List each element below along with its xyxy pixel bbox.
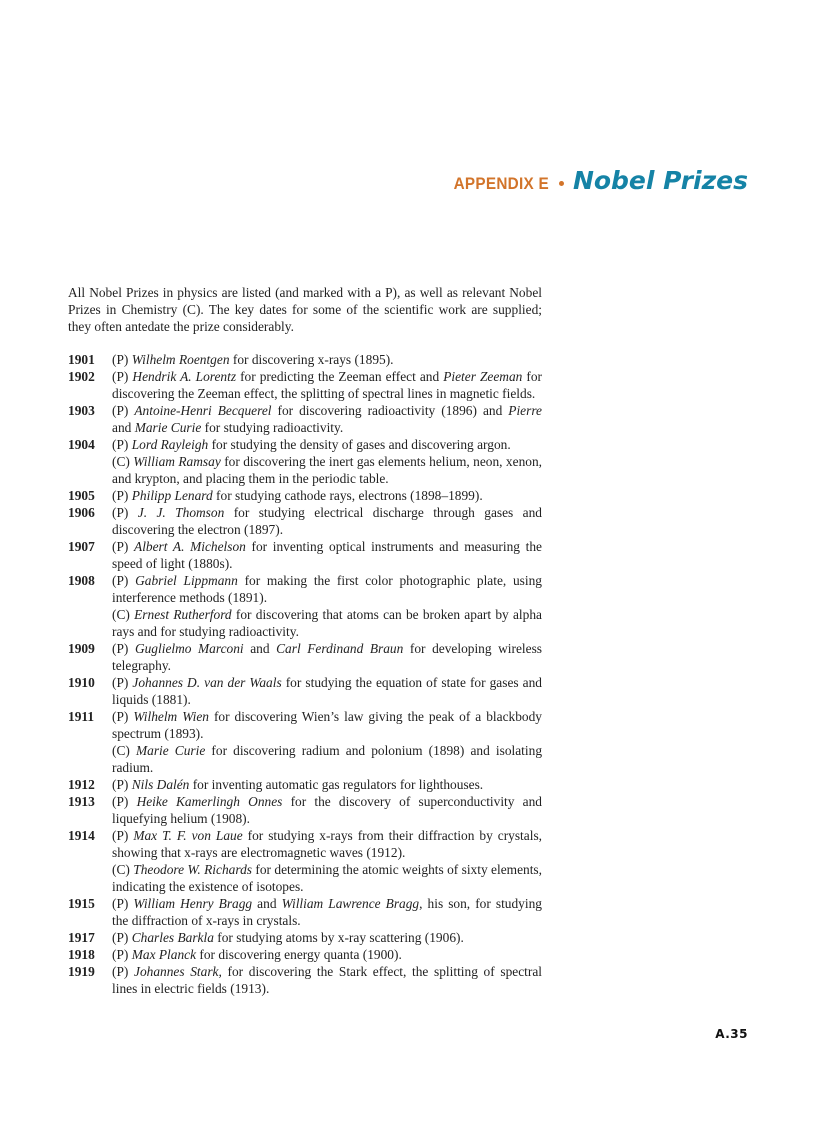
separator-dot: [559, 181, 564, 186]
prize-entry-1918: [68, 946, 542, 963]
prize-entry-1901: [68, 351, 542, 368]
laureate-name: Max T. F. von Laue: [133, 828, 243, 843]
description-text: , his son, for studying the diffraction of x-rays in crystals.: [112, 896, 542, 928]
entry-description: [112, 487, 542, 504]
description-text: for discovering energy quanta (1900).: [196, 947, 402, 962]
description-text: (P): [112, 947, 132, 962]
laureate-name: Carl Ferdinand Braun: [276, 641, 404, 656]
description-text: (P): [112, 828, 134, 843]
entry-year: 1902: [68, 369, 95, 384]
entry-description: [112, 402, 542, 436]
entry-body: [112, 368, 542, 402]
entry-description: [112, 572, 542, 606]
entry-year: 1917: [68, 930, 95, 945]
entry-description: [112, 640, 542, 674]
description-text: for studying the density of gases and discovering argon.: [208, 437, 511, 452]
laureate-name: Philipp Lenard: [131, 488, 213, 503]
description-text: for making the first color photographic plate, using interference methods (1891).: [112, 573, 542, 605]
prize-entry-1913: [68, 793, 542, 827]
description-text: and: [243, 641, 277, 656]
laureate-name: Max Planck: [131, 947, 197, 962]
entry-description: [112, 946, 542, 963]
laureate-name: Hendrik A. Lorentz: [132, 369, 237, 384]
entry-description: [112, 453, 542, 487]
description-text: (P): [112, 930, 132, 945]
entry-description: [112, 504, 542, 538]
laureate-name: Nils Dalén: [131, 777, 190, 792]
description-text: (P): [112, 539, 135, 554]
description-text: (P): [112, 573, 136, 588]
entry-year: 1913: [68, 794, 95, 809]
description-text: for studying atoms by x-ray scattering (1906).: [213, 930, 464, 945]
description-text: for discovering radium and polonium (1898) and isolating radium.: [112, 743, 543, 775]
description-text: for discovering the inert gas elements helium, neon, xenon, and krypton, and placing them in the periodic table.: [112, 454, 543, 486]
description-text: for discovering the Stark effect, the splitting of spectral lines in electric fields (1913).: [112, 964, 542, 996]
description-text: and: [252, 896, 282, 911]
entry-year: 1912: [68, 777, 95, 792]
laureate-name: Heike Kamerlingh Onnes: [136, 794, 283, 809]
entry-description: [112, 929, 542, 946]
entry-body: [112, 963, 542, 997]
entry-year: 1918: [68, 947, 95, 962]
entry-year: 1911: [68, 709, 95, 724]
entry-body: [112, 946, 542, 963]
entry-year: 1901: [68, 352, 95, 367]
description-text: for discovering radioactivity (1896) and: [271, 403, 509, 418]
entry-year: 1910: [68, 675, 95, 690]
entry-description: [112, 436, 542, 453]
entry-body: [112, 538, 542, 572]
entry-description: [112, 963, 542, 997]
entry-year: 1905: [68, 488, 95, 503]
laureate-name: Pierre: [508, 403, 542, 418]
description-text: for discovering x-rays (1895).: [229, 352, 394, 367]
laureate-name: J. J. Thomson: [137, 505, 225, 520]
prize-entry-1906: [68, 504, 542, 538]
laureate-name: William Lawrence Bragg: [281, 896, 420, 911]
entry-body: [112, 895, 542, 929]
appendix-label: APPENDIX E: [453, 174, 549, 193]
entry-description: [112, 708, 542, 742]
entry-description: [112, 861, 542, 895]
entry-description: [112, 776, 542, 793]
description-text: for discovering that atoms can be broken apart by alpha rays and for studying radioactivity.: [112, 607, 542, 639]
entry-body: [112, 572, 542, 640]
description-text: (C): [112, 862, 134, 877]
description-text: for studying the equation of state for gases and liquids (1881).: [112, 675, 543, 707]
entry-body: [112, 793, 542, 827]
entry-year: 1904: [68, 437, 95, 452]
entry-year: 1915: [68, 896, 95, 911]
entry-year: 1919: [68, 964, 95, 979]
prize-entry-1910: [68, 674, 542, 708]
entry-year: 1908: [68, 573, 95, 588]
entry-body: [112, 640, 542, 674]
laureate-name: Wilhelm Roentgen: [131, 352, 230, 367]
entry-year: 1907: [68, 539, 95, 554]
entry-description: [112, 368, 542, 402]
page-header: [443, 166, 748, 195]
prize-entry-1902: [68, 368, 542, 402]
description-text: for developing wireless telegraphy.: [112, 641, 543, 673]
description-text: (P): [112, 437, 132, 452]
laureate-name: William Henry Bragg: [133, 896, 253, 911]
description-text: for studying radioactivity.: [201, 420, 344, 435]
description-text: for discovering the Zeeman effect, the splitting of spectral lines in magnetic fields.: [112, 369, 542, 401]
laureate-name: Ernest Rutherford: [134, 607, 232, 622]
prize-entry-1903: [68, 402, 542, 436]
entry-body: [112, 929, 542, 946]
entry-description: [112, 827, 542, 861]
laureate-name: Albert A. Michelson: [134, 539, 246, 554]
prize-entry-1907: [68, 538, 542, 572]
description-text: (P): [112, 369, 133, 384]
entry-body: [112, 504, 542, 538]
entry-description: [112, 742, 542, 776]
entry-description: [112, 895, 542, 929]
entry-body: [112, 708, 542, 776]
entry-description: [112, 674, 542, 708]
laureate-name: Wilhelm Wien: [133, 709, 209, 724]
entry-description: [112, 606, 542, 640]
prize-entry-1919: [68, 963, 542, 997]
entry-body: [112, 402, 542, 436]
description-text: for the discovery of superconductivity and liquefying helium (1908).: [112, 794, 542, 826]
prize-entry-1905: [68, 487, 542, 504]
laureate-name: William Ramsay: [133, 454, 221, 469]
description-text: (P): [112, 352, 132, 367]
prize-entry-1917: [68, 929, 542, 946]
laureate-name: Antoine-Henri Becquerel: [134, 403, 272, 418]
prize-entry-1908: [68, 572, 542, 640]
laureate-name: Theodore W. Richards: [133, 862, 252, 877]
laureate-name: Johannes D. van der Waals: [132, 675, 282, 690]
laureate-name: Charles Barkla: [131, 930, 214, 945]
description-text: (P): [112, 794, 137, 809]
description-text: for studying electrical discharge through gases and discovering the electron (1897).: [112, 505, 543, 537]
prize-entry-1915: [68, 895, 542, 929]
laureate-name: Johannes Stark,: [134, 964, 222, 979]
laureate-name: Guglielmo Marconi: [134, 641, 244, 656]
description-text: (P): [112, 675, 133, 690]
description-text: (P): [112, 403, 135, 418]
entry-description: [112, 351, 542, 368]
entry-description: [112, 793, 542, 827]
description-text: for inventing optical instruments and measuring the speed of light (1880s).: [112, 539, 542, 571]
prize-entry-1904: [68, 436, 542, 487]
description-text: for studying cathode rays, electrons (1898–1899).: [212, 488, 483, 503]
entry-year: 1903: [68, 403, 95, 418]
laureate-name: Marie Curie: [134, 420, 202, 435]
description-text: (C): [112, 743, 136, 758]
entry-body: [112, 351, 542, 368]
entry-body: [112, 827, 542, 895]
entry-description: [112, 538, 542, 572]
entry-year: 1914: [68, 828, 95, 843]
laureate-name: Marie Curie: [135, 743, 206, 758]
description-text: (P): [112, 896, 134, 911]
entry-year: 1909: [68, 641, 95, 656]
description-text: for discovering Wien’s law giving the peak of a blackbody spectrum (1893).: [112, 709, 542, 741]
description-text: (P): [112, 964, 135, 979]
prize-entry-1912: [68, 776, 542, 793]
entry-body: [112, 436, 542, 487]
description-text: for determining the atomic weights of sixty elements, indicating the existence of isotopes.: [112, 862, 542, 894]
description-text: (P): [112, 709, 134, 724]
prize-entry-1911: [68, 708, 542, 776]
prize-entry-1909: [68, 640, 542, 674]
entry-body: [112, 487, 542, 504]
prize-list: [68, 351, 542, 997]
description-text: (P): [112, 777, 132, 792]
entry-body: [112, 776, 542, 793]
description-text: (C): [112, 607, 135, 622]
description-text: for predicting the Zeeman effect and: [236, 369, 444, 384]
description-text: for inventing automatic gas regulators for lighthouses.: [189, 777, 484, 792]
laureate-name: Lord Rayleigh: [131, 437, 209, 452]
laureate-name: Pieter Zeeman: [443, 369, 523, 384]
entry-body: [112, 674, 542, 708]
description-text: (C): [112, 454, 134, 469]
intro-paragraph: All Nobel Prizes in physics are listed (and marked with a P), as well as relevant Nobel Prizes in Chemistry (C). The key dates for some of the scientific work are supplied; they often antedate the prize considerably.: [68, 285, 542, 334]
description-text: and: [112, 420, 135, 435]
entry-year: 1906: [68, 505, 95, 520]
prize-entry-1914: [68, 827, 542, 895]
description-text: for studying x-rays from their diffraction by crystals, showing that x-rays are electromagnetic waves (1912).: [112, 828, 543, 860]
description-text: (P): [112, 641, 135, 656]
page-number: A.35: [715, 1027, 748, 1041]
laureate-name: Gabriel Lippmann: [135, 573, 238, 588]
description-text: (P): [112, 505, 138, 520]
description-text: (P): [112, 488, 132, 503]
page-title: Nobel Prizes: [572, 166, 748, 195]
